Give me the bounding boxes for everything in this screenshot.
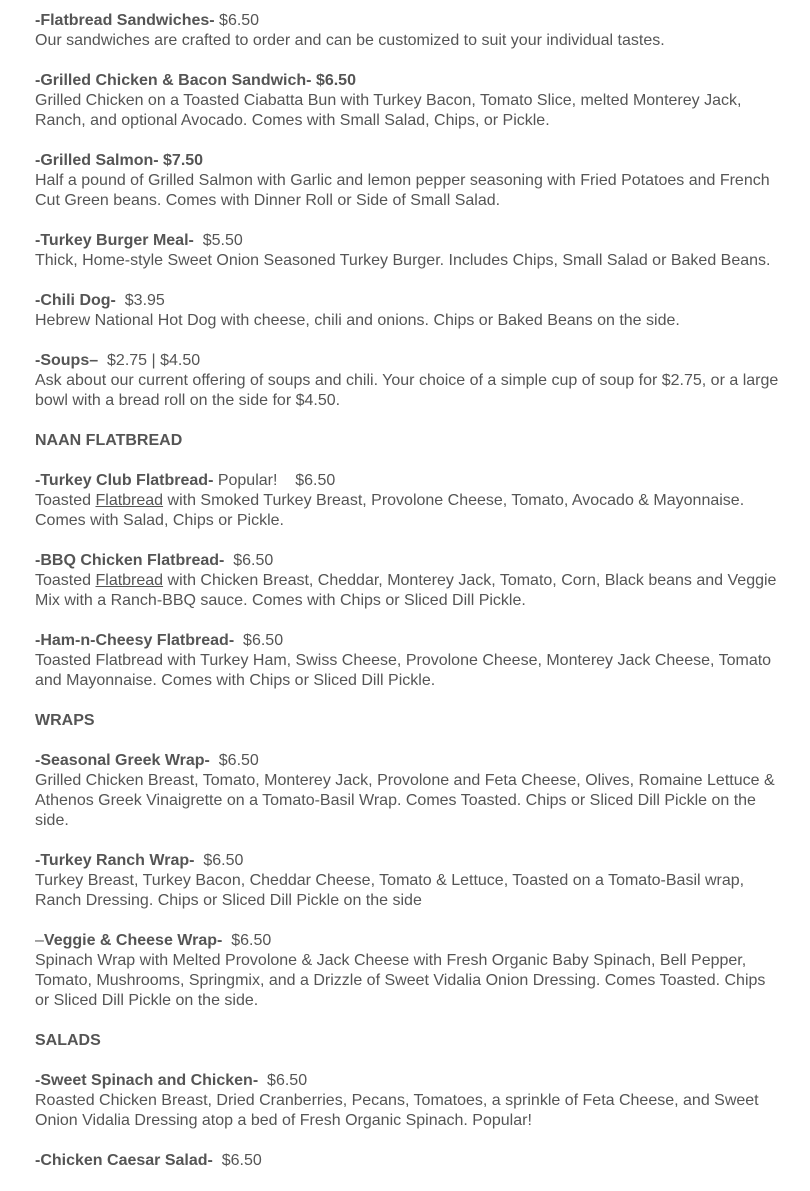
item-heading — [35, 931, 780, 951]
menu-item-bbq-chicken-flatbread — [35, 551, 780, 611]
item-description: Spinach Wrap with Melted Provolone & Jack Cheese with Fresh Organic Baby Spinach, Bell Pepper, Tomato, Mushrooms, Springmix, and a Drizzle of Sweet Vidalia Onion Dressing. Comes Toasted. Chips or Sliced Dill Pickle on the side. — [35, 952, 766, 1009]
item-name: -Chicken Caesar Salad- — [35, 1152, 213, 1169]
item-name: -Flatbread Sandwiches- — [35, 12, 215, 29]
item-description: Our sandwiches are crafted to order and can be customized to suit your individual tastes. — [35, 32, 665, 49]
item-dash: – — [35, 932, 44, 949]
item-price: $5.50 — [193, 232, 243, 249]
item-heading — [35, 1151, 780, 1171]
item-name: -Chili Dog- — [35, 292, 116, 309]
item-heading — [35, 1071, 780, 1091]
item-price: $6.50 — [234, 632, 284, 649]
item-price: $6.50 — [258, 1072, 308, 1089]
item-name: -Seasonal Greek Wrap- — [35, 752, 210, 769]
menu-item-sweet-spinach-chicken — [35, 1071, 780, 1131]
item-price: $2.75 | $4.50 — [98, 352, 201, 369]
section-heading-salads: SALADS — [35, 1032, 101, 1049]
item-name: Veggie & Cheese Wrap- — [43, 932, 223, 949]
item-price: $6.50 — [222, 932, 272, 949]
item-description: Hebrew National Hot Dog with cheese, chili and onions. Chips or Baked Beans on the side. — [35, 312, 680, 329]
item-name: -Grilled Salmon- $7.50 — [35, 152, 204, 169]
item-name: -Turkey Ranch Wrap- — [35, 852, 195, 869]
item-heading — [35, 551, 780, 571]
menu-item-ham-n-cheesy-flatbread — [35, 631, 780, 691]
item-price: $6.50 — [212, 1152, 262, 1169]
item-heading — [35, 291, 780, 311]
item-name: -BBQ Chicken Flatbread- — [35, 552, 225, 569]
item-name: -Grilled Chicken & Bacon Sandwich- $6.50 — [35, 72, 356, 89]
item-name: -Turkey Burger Meal- — [35, 232, 194, 249]
item-description — [35, 571, 780, 611]
item-price: $6.50 — [224, 552, 274, 569]
item-heading — [35, 231, 780, 251]
menu-item-turkey-ranch-wrap — [35, 851, 780, 911]
desc-suffix: with Chicken Breast, Cheddar, Monterey Jack, Tomato, Corn, Black beans and Veggie Mix with a Ranch-BBQ sauce. Comes with Chips or Sliced Dill Pickle. — [35, 572, 777, 609]
flatbread-link[interactable]: Flatbread — [95, 492, 164, 509]
item-price: $6.50 — [209, 752, 259, 769]
item-name: -Ham-n-Cheesy Flatbread- — [35, 632, 235, 649]
item-name: -Soups– — [35, 352, 99, 369]
desc-prefix: Toasted — [35, 572, 96, 589]
item-heading — [35, 851, 780, 871]
menu-item-chili-dog — [35, 291, 780, 331]
item-description: Half a pound of Grilled Salmon with Garlic and lemon pepper seasoning with Fried Potatoes and French Cut Green beans. Comes with Dinner Roll or Side of Small Salad. — [35, 172, 770, 209]
menu-item-chicken-caesar-salad — [35, 1151, 780, 1171]
item-heading — [35, 751, 780, 771]
menu-item-flatbread-sandwiches — [35, 11, 780, 51]
menu-item-soups — [35, 351, 780, 411]
menu-item-seasonal-greek-wrap — [35, 751, 780, 831]
item-heading — [35, 351, 780, 371]
menu-item-grilled-salmon — [35, 151, 780, 211]
menu-item-veggie-cheese-wrap — [35, 931, 780, 1011]
item-heading — [35, 631, 780, 651]
item-description: Grilled Chicken on a Toasted Ciabatta Bun with Turkey Bacon, Tomato Slice, melted Monterey Jack, Ranch, and optional Avocado. Comes with Small Salad, Chips, or Pickle. — [35, 92, 742, 129]
menu-item-turkey-burger — [35, 231, 780, 271]
item-description: Thick, Home-style Sweet Onion Seasoned Turkey Burger. Includes Chips, Small Salad or Baked Beans. — [35, 252, 771, 269]
desc-prefix: Toasted — [35, 492, 96, 509]
item-heading — [35, 471, 780, 491]
item-description: Turkey Breast, Turkey Bacon, Cheddar Cheese, Tomato & Lettuce, Toasted on a Tomato-Basil wrap, Ranch Dressing. Chips or Sliced Dill Pickle on the side — [35, 872, 745, 909]
item-price: $3.95 — [115, 292, 165, 309]
desc-suffix: with Smoked Turkey Breast, Provolone Cheese, Tomato, Avocado & Mayonnaise. Comes with Salad, Chips or Pickle. — [35, 492, 745, 529]
item-description: Grilled Chicken Breast, Tomato, Monterey Jack, Provolone and Feta Cheese, Olives, Romaine Lettuce & Athenos Greek Vinaigrette on a Tomato-Basil Wrap. Comes Toasted. Chips or Sliced Dill Pickle on the side. — [35, 772, 775, 829]
item-heading — [35, 11, 780, 31]
section-heading-naan-flatbread: NAAN FLATBREAD — [35, 432, 183, 449]
flatbread-link[interactable]: Flatbread — [95, 572, 164, 589]
menu-item-turkey-club-flatbread — [35, 471, 780, 531]
item-description: Ask about our current offering of soups and chili. Your choice of a simple cup of soup for $2.75, or a large bowl with a bread roll on the side for $4.50. — [35, 372, 779, 409]
item-price: $6.50 — [194, 852, 244, 869]
item-description — [35, 491, 780, 531]
item-price: $6.50 — [214, 12, 260, 29]
menu-item-grilled-chicken-bacon — [35, 71, 780, 131]
item-name: -Turkey Club Flatbread- — [35, 472, 214, 489]
item-description: Roasted Chicken Breast, Dried Cranberries, Pecans, Tomatoes, a sprinkle of Feta Cheese, and Sweet Onion Vidalia Dressing atop a bed of Fresh Organic Spinach. Popular! — [35, 1092, 759, 1129]
item-name: -Sweet Spinach and Chicken- — [35, 1072, 259, 1089]
item-description: Toasted Flatbread with Turkey Ham, Swiss Cheese, Provolone Cheese, Monterey Jack Cheese, Tomato and Mayonnaise. Comes with Chips or Sliced Dill Pickle. — [35, 652, 772, 689]
item-tag-price: Popular! $6.50 — [213, 472, 336, 489]
menu-content — [35, 11, 780, 1191]
section-heading-wraps: WRAPS — [35, 712, 95, 729]
